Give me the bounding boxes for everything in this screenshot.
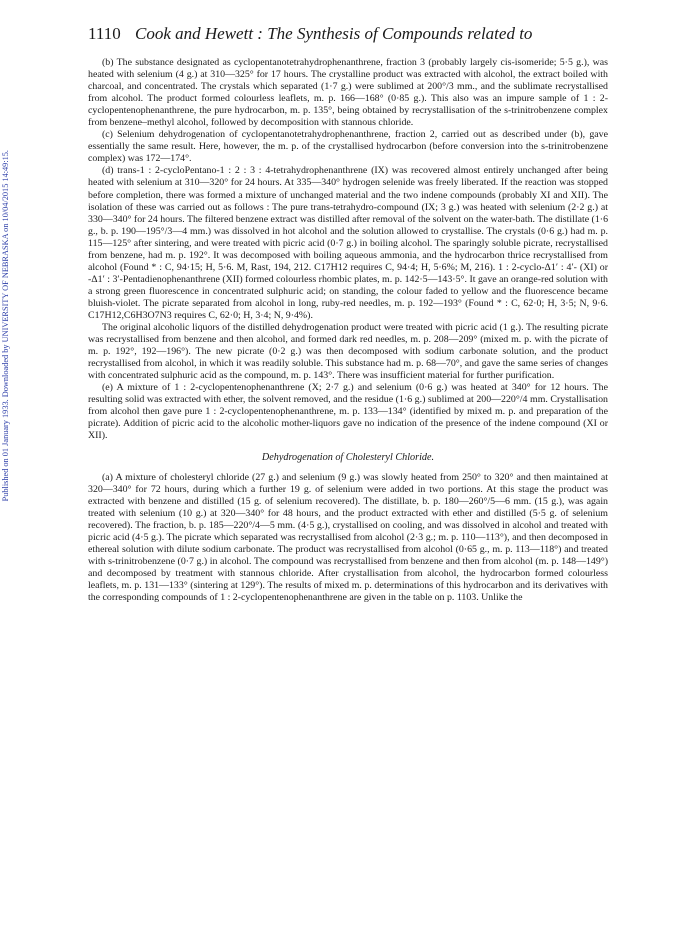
article-body [88,57,608,604]
running-title: Cook and Hewett : The Synthesis of Compounds related to [135,24,533,43]
running-header [88,24,532,44]
paragraph-c: (c) Selenium dehydrogenation of cyclopentanotetrahydrophenanthrene, fraction 2, carried out as described under (b), gave essentially the same result. Here, however, the m. p. of the crystallised hydrocarbon (before conversion into the s-trinitrobenzene complex) was 172—174°. [88,129,608,165]
download-watermark: Published on 01 January 1933. Downloaded by UNIVERSITY OF NEBRASKA on 10/04/2015 14:49:15. [1,150,10,502]
paragraph-e: (e) A mixture of 1 : 2-cyclopentenophenanthrene (X; 2·7 g.) and selenium (0·6 g.) was heated at 340° for 12 hours. The resulting solid was extracted with ether, the solvent removed, and the residue (1·6 g.) sublimed at 200—220°/4 mm. Crystallisation from alcohol then gave pure 1 : 2-cyclopentenophenanthrene, m. p. 133—134° (identified by mixed m. p. and preparation of the picrate). Addition of picric acid to the alcoholic mother-liquors gave no indication of the presence of the indene compound (XI or XII). [88,382,608,442]
paragraph-b: (b) The substance designated as cyclopentanotetrahydrophenanthrene, fraction 3 (probably largely cis-isomeride; 5·5 g.), was heated with selenium (4 g.) at 310—325° for 17 hours. The crystalline product was extracted with alcohol, the extract boiled with charcoal, and concentrated. The crystals which separated (1·7 g.) were sublimed at 200°/3 mm., and the sublimate recrystallised from alcohol. The product formed colourless leaflets, m. p. 166—168° (0·85 g.). This also was an impure sample of 1 : 2-cyclopentenophenanthrene, the pure hydrocarbon, m. p. 135°, being obtained by recrystallisation of the s-trinitrobenzene complex from benzene–methyl alcohol, followed by decomposition with stannous chloride. [88,57,608,129]
page-number: 1110 [88,24,121,43]
section-heading: Dehydrogenation of Cholesteryl Chloride. [261,451,435,463]
paragraph-cholesteryl-a: (a) A mixture of cholesteryl chloride (27 g.) and selenium (9 g.) was slowly heated from 250° to 320° and then maintained at 320—340° for 72 hours, during which a further 19 g. of selenium were added in two portions. At this stage the product was extracted with benzene and distilled (15 g. of selenium recovered). The distillate, b. p. 180—260°/5—6 mm. (15 g.), was again treated with selenium (10 g.) at 320—340° for 48 hours, and the product extracted with ether and distilled (5·5 g. of selenium recovered). The fraction, b. p. 185—220°/4—5 mm. (4·5 g.), crystallised on cooling, and was dissolved in alcohol and treated with picric acid (4·5 g.). The picrate which separated was recrystallised from alcohol (2·3 g.; m. p. 110—113°), and then decomposed in ethereal solution with dilute sodium carbonate. The product was recrystallised from alcohol (0·65 g., m. p. 113—118°) and treated with s-trinitrobenzene (0·7 g.) in alcohol. The compound was recrystallised from benzene and then from alcohol (m. p. 148—149°) and decomposed by treatment with stannous chloride. After crystallisation from alcohol, the hydrocarbon formed colourless leaflets, m. p. 131—133° (sintering at 129°). The results of mixed m. p. determinations of this hydrocarbon and its derivatives with the corresponding compounds of 1 : 2-cyclopentenophenanthrene are given in the table on p. 1103. Unlike the [88,471,608,604]
paragraph-d: (d) trans-1 : 2-cycloPentano-1 : 2 : 3 : 4-tetrahydrophenanthrene (IX) was recovered almost entirely unchanged after being heated with selenium at 310—320° for 24 hours. At 335—340° hydrogen selenide was freely liberated. If the reaction was stopped before completion, there was formed a mixture of unchanged material and the two indene compounds (probably XI and XII). The isolation of these was carried out as follows : The pure trans-tetrahydro-compound (IX; 3 g.) was heated with selenium (2·2 g.) at 330—340° for 24 hours. The filtered benzene extract was distilled after removal of the solvent on the water-bath. The distillate (1·6 g., b. p. 190—195°/3—4 mm.) was dissolved in hot alcohol and the solution allowed to crystallise. The crystals (0·6 g.) had m. p. 115—125° after sintering, and were treated with picric acid (0·7 g.) in boiling alcohol. The sparingly soluble picrate, recrystallised from benzene, had m. p. 192°. It was decomposed with boiling aqueous ammonia, and the hydrocarbon thrice recrystallised from alcohol (Found * : C, 94·15; H, 5·6. M, Rast, 194, 212. C17H12 requires C, 94·4; H, 5·6%; M, 216). 1 : 2-cyclo-Δ1′ : 4′- (XI) or -Δ1′ : 3′-Pentadienophenanthrene (XII) formed colourless rhombic plates, m. p. 142·5—143·5°. It gave an orange-red solution with a strong green fluorescence in concentrated sulphuric acid; on standing, the colour faded to yellow and the fluorescence became bluish-violet. The picrate separated from alcohol in long, ruby-red needles, m. p. 192—193° (Found * : C, 62·0; H, 3·5; N, 9·6. C17H12,C6H3O7N3 requires C, 62·0; H, 3·4; N, 9·4%). [88,165,609,321]
paragraph-picric: The original alcoholic liquors of the distilled dehydrogenation product were treated with picric acid (1 g.). The resulting picrate was recrystallised from benzene and then alcohol, and formed dark red needles, m. p. 208—209° (mixed m. p. with the picrate of m. p. 192°, 192—196°). The new picrate (0·2 g.) was then decomposed with sodium carbonate solution, and the product recrystallised from alcohol, in which it was readily soluble. This substance had m. p. 68—70°, and gave the same series of changes with concentrated sulphuric acid as the compound, m. p. 143°. There was insufficient material for further purification. [88,322,608,382]
